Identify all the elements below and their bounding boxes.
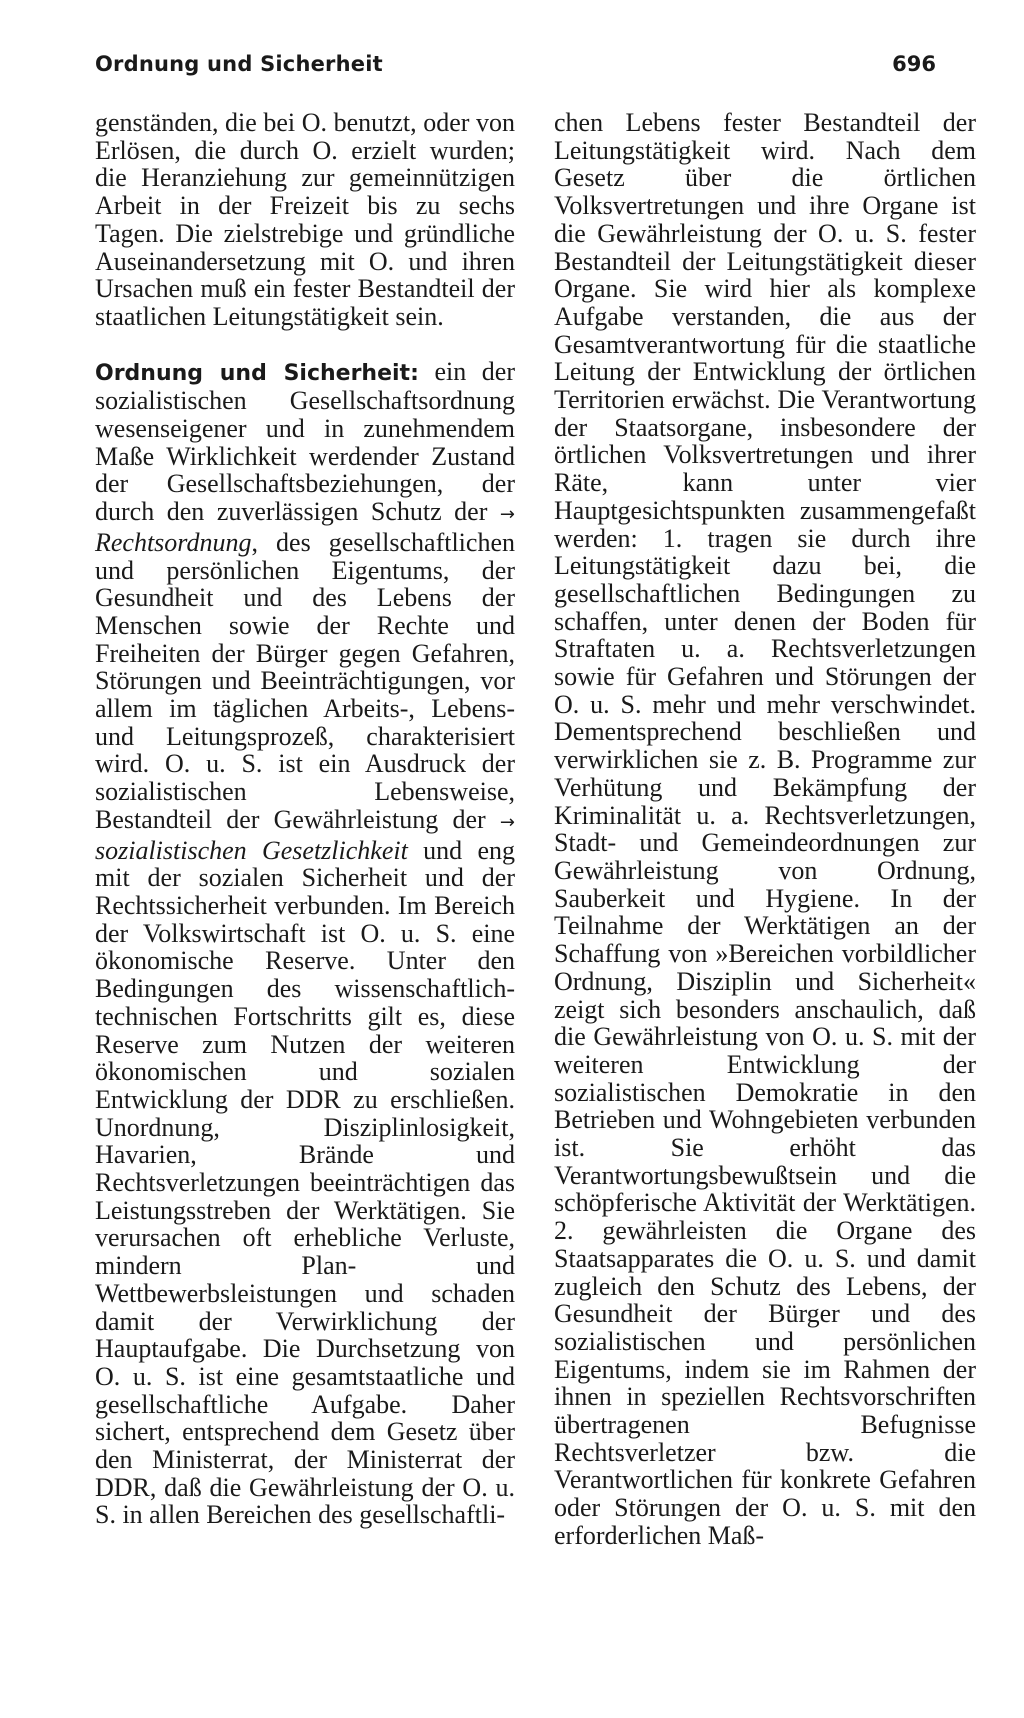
continued-paragraph: genständen, die bei O. benutzt, oder von Erlösen, die durch O. erzielt wurden; die Heranziehung zur gemeinnützigen Arbeit in der Freizeit bis zu sechs Tagen. Die zielstrebige und gründliche Auseinandersetzung mit O. und ihren Ursachen muß ein fester Bestandteil der staatlichen Leitungstätigkeit sein. bbox=[95, 108, 515, 331]
entry-text-part-3: und eng mit der sozialen Sicherheit und der Rechtssicherheit verbunden. Im Bereich der Volkswirtschaft ist O. u. S. eine ökonomische Reserve. Unter den Bedingungen des wissenschaftlich-technischen Fortschritts gilt es, diese Reserve zum Nutzen der weiteren ökonomischen und sozialen Entwicklung der DDR zu erschließen. Unordnung, Disziplinlosigkeit, Havarien, Brände und Rechtsverletzungen beeinträchtigen das Leistungsstreben der Werktätigen. Sie verursachen oft erhebliche Verluste, mindern Plan- und Wettbewerbsleistungen und schaden damit der Verwirklichung der Hauptaufgabe. Die Durchsetzung von O. u. S. ist eine gesamtstaatliche und gesellschaftliche Aufgabe. Daher sichert, entsprechend dem Gesetz über den Ministerrat, der Ministerrat der DDR, daß die Gewährleistung der O. u. S. in allen Bereichen des gesellschaftli- bbox=[95, 835, 515, 1530]
page-number: 696 bbox=[892, 52, 936, 76]
entry-text-part-1: ein der sozialistischen Gesellschaftsordnung wesenseigener und in zunehmendem Maße Wirklichkeit werdender Zustand der Gesellschaftsbeziehungen, der durch den zuverlässigen Schutz der bbox=[95, 356, 515, 527]
entry-headword: Ordnung und Sicherheit: bbox=[95, 360, 419, 386]
entry-text-part-2: , des gesellschaftlichen und persönlichen Eigentums, der Gesundheit und des Lebens der Menschen sowie der Rechte und Freiheiten der Bürger gegen Gefahren, Störungen und Beeinträchtigungen, vor allem im täglichen Arbeits-, Lebens- und Leitungsprozeß, charakterisiert wird. O. u. S. ist ein Ausdruck der sozialistischen Lebensweise, Bestandteil der Gewährleistung der bbox=[95, 527, 515, 834]
cross-reference-arrow-icon: → bbox=[499, 504, 515, 526]
left-column bbox=[95, 109, 515, 1529]
cross-reference-gesetzlichkeit: sozialistischen Gesetzlichkeit bbox=[95, 835, 408, 865]
cross-reference-rechtsordnung: Rechtsordnung bbox=[95, 527, 252, 557]
entry-paragraph bbox=[95, 358, 515, 1530]
right-column bbox=[554, 109, 976, 1550]
paragraph-gap bbox=[95, 331, 515, 358]
cross-reference-arrow-icon: → bbox=[499, 811, 515, 833]
running-header-title: Ordnung und Sicherheit bbox=[95, 52, 383, 76]
right-column-text: chen Lebens fester Bestandteil der Leitungstätigkeit wird. Nach dem Gesetz über die örtlichen Volksvertretungen und ihre Organe ist die Gewährleistung der O. u. S. fester Bestandteil der Leitungstätigkeit dieser Organe. Sie wird hier als komplexe Aufgabe verstanden, die aus der Gesamtverantwortung für die staatliche Leitung der Entwicklung der örtlichen Territorien erwächst. Die Verantwortung der Staatsorgane, insbesondere der örtlichen Volksvertretungen und ihrer Räte, kann unter vier Hauptgesichtspunkten zusammengefaßt werden: 1. tragen sie durch ihre Leitungstätigkeit dazu bei, die gesellschaftlichen Bedingungen zu schaffen, unter denen der Boden für Straftaten u. a. Rechtsverletzungen sowie für Gefahren und Störungen der O. u. S. mehr und mehr verschwindet. Dementsprechend beschließen und verwirklichen sie z. B. Programme zur Verhütung und Bekämpfung der Kriminalität u. a. Rechtsverletzungen, Stadt- und Gemeindeordnungen zur Gewährleistung von Ordnung, Sauberkeit und Hygiene. In der Teilnahme der Werktätigen an der Schaffung von »Bereichen vorbildlicher Ordnung, Disziplin und Sicherheit« zeigt sich besonders anschaulich, daß die Gewährleistung von O. u. S. mit der weiteren Entwicklung der sozialistischen Demokratie in den Betrieben und Wohngebieten verbunden ist. Sie erhöht das Verantwortungsbewußtsein und die schöpferische Aktivität der Werktätigen. 2. gewährleisten die Organe des Staatsapparates die O. u. S. und damit zugleich den Schutz des Lebens, der Gesundheit der Bürger und des sozialistischen und persönlichen Eigentums, indem sie im Rahmen der ihnen in speziellen Rechtsvorschriften übertragenen Befugnisse Rechtsverletzer bzw. die Verantwortlichen für konkrete Gefahren oder Störungen der O. u. S. mit den erforderlichen Maß- bbox=[554, 108, 976, 1550]
